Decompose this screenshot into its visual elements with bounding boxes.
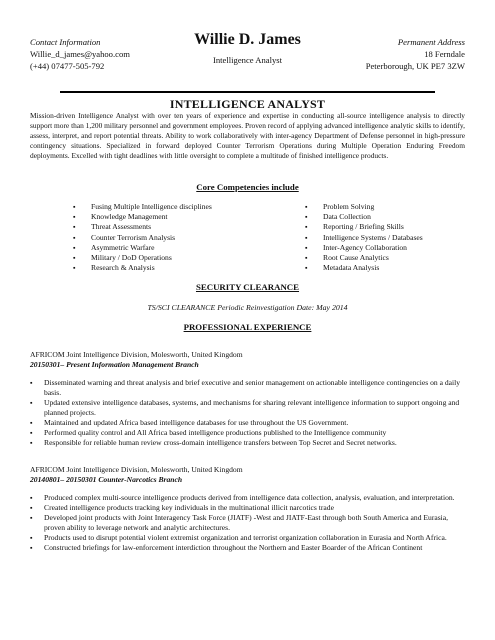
square-bullet-icon: ▪ bbox=[30, 534, 33, 542]
candidate-name: Willie D. James bbox=[194, 31, 301, 48]
list-item bbox=[73, 202, 212, 212]
list-item bbox=[30, 543, 465, 553]
clearance-text: TS/SCI CLEARANCE Periodic Reinvestigation Date: May 2014 bbox=[147, 303, 348, 312]
header-divider bbox=[60, 91, 435, 93]
list-item-text: Performed quality control and All Africa based intelligence productions published to the Intelligence community bbox=[44, 428, 387, 437]
square-bullet-icon: ▪ bbox=[30, 379, 33, 387]
list-item-text: Disseminated warning and threat analysis and brief executive and senior management on actionable intelligence contingencies on a daily basis. bbox=[44, 378, 461, 397]
list-item bbox=[305, 202, 423, 212]
address-block bbox=[366, 36, 465, 72]
list-item-text: Developed joint products with Joint Interagency Task Force (JIATF) -West and JIATF-East through both South America and Eurasia, proven ability to leverage network and analytic architectures. bbox=[44, 513, 449, 532]
job-org: AFRICOM Joint Intelligence Division, Molesworth, United Kingdom bbox=[30, 350, 243, 359]
square-bullet-icon: ▪ bbox=[30, 419, 33, 427]
contact-label: Contact Information bbox=[30, 37, 101, 47]
list-item bbox=[30, 378, 465, 398]
list-item-text: Threat Assessments bbox=[91, 222, 152, 232]
square-bullet-icon: ▪ bbox=[73, 203, 76, 211]
list-item bbox=[305, 212, 423, 222]
square-bullet-icon: ▪ bbox=[73, 254, 76, 263]
list-item-text: Data Collection bbox=[323, 212, 371, 222]
list-item bbox=[305, 233, 423, 243]
list-item bbox=[30, 503, 465, 513]
square-bullet-icon: ▪ bbox=[73, 223, 76, 232]
list-item bbox=[30, 493, 465, 503]
square-bullet-icon: ▪ bbox=[73, 233, 76, 242]
square-bullet-icon: ▪ bbox=[305, 233, 308, 242]
job-position: 20140801– 20150301 Counter-Narcotics Branch bbox=[30, 475, 183, 484]
square-bullet-icon: ▪ bbox=[30, 514, 33, 522]
square-bullet-icon: ▪ bbox=[30, 439, 33, 447]
clearance-heading: SECURITY CLEARANCE bbox=[195, 282, 300, 292]
list-item-text: Products used to disrupt potential violent extremist organization and terrorist organization collaboration in Eurasia and North Africa. bbox=[44, 533, 447, 542]
phone-text: (+44) 07477-505-792 bbox=[30, 61, 105, 71]
list-item-text: Intelligence Systems / Databases bbox=[323, 232, 423, 242]
list-item-text: Problem Solving bbox=[323, 202, 375, 211]
job-org: AFRICOM Joint Intelligence Division, Molesworth, United Kingdom bbox=[30, 465, 243, 474]
square-bullet-icon: ▪ bbox=[30, 504, 33, 512]
list-item-text: Counter Terrorism Analysis bbox=[91, 232, 176, 242]
list-item bbox=[73, 263, 212, 273]
job-position: 20150301– Present Information Management Branch bbox=[30, 360, 199, 369]
job-bullets bbox=[30, 493, 465, 553]
street-text: 18 Ferndale bbox=[424, 49, 465, 59]
summary-paragraph: Mission-driven Intelligence Analyst with over ten years of experience and expertise in conducting all-source intelligence analysis to directly support more than 1,200 military personnel and government employees. Proven record of applying advanced intelligence analytic skills to identify, assess, interpret, and report potential threats. Ability to work collaboratively with inter-agency Department of Defense personnel in high-pressure contingency situations. Specialized in forward deployed Counter Terrorism Operations during Multiple Operation Enduring Freedom deployments. Excelled with tight deadlines with little oversight to complete a multitude of finished intelligence products. bbox=[30, 111, 465, 160]
square-bullet-icon: ▪ bbox=[305, 254, 308, 263]
list-item-text: Knowledge Management bbox=[91, 212, 168, 222]
list-item bbox=[30, 533, 465, 543]
square-bullet-icon: ▪ bbox=[30, 429, 33, 437]
list-item bbox=[305, 222, 423, 232]
address-label: Permanent Address bbox=[397, 37, 465, 47]
list-item-text: Root Cause Analytics bbox=[323, 253, 389, 263]
list-item-text: Inter-Agency Collaboration bbox=[323, 242, 407, 252]
list-item bbox=[73, 212, 212, 222]
city-text: Peterborough, UK PE7 3ZW bbox=[365, 61, 465, 71]
square-bullet-icon: ▪ bbox=[73, 264, 76, 273]
square-bullet-icon: ▪ bbox=[73, 213, 76, 222]
list-item-text: Produced complex multi-source intelligence products derived from intelligence data collection, analysis, evaluation, and interpretation. bbox=[44, 493, 455, 502]
resume-title: INTELLIGENCE ANALYST bbox=[169, 97, 326, 111]
job-bullets bbox=[30, 378, 465, 448]
list-item-text: Military / DoD Operations bbox=[91, 253, 172, 263]
job-entry-2 bbox=[30, 465, 465, 553]
square-bullet-icon: ▪ bbox=[305, 203, 308, 211]
list-item-text: Research & Analysis bbox=[91, 263, 155, 273]
list-item-text: Maintained and updated Africa based intelligence databases for use throughout the US Government. bbox=[44, 418, 349, 427]
list-item bbox=[305, 243, 423, 253]
square-bullet-icon: ▪ bbox=[305, 223, 308, 232]
square-bullet-icon: ▪ bbox=[30, 399, 33, 407]
email-text: Willie_d_james@yahoo.com bbox=[30, 49, 130, 59]
list-item-text: Fusing Multiple Intelligence disciplines bbox=[91, 202, 212, 211]
list-item bbox=[30, 513, 465, 533]
list-item bbox=[73, 253, 212, 263]
square-bullet-icon: ▪ bbox=[305, 243, 308, 252]
list-item-text: Created intelligence products tracking key individuals in the multinational illicit narcotics trade bbox=[44, 503, 334, 512]
square-bullet-icon: ▪ bbox=[30, 544, 33, 552]
list-item-text: Reporting / Briefing Skills bbox=[323, 222, 404, 232]
competencies-left-list bbox=[73, 202, 212, 273]
square-bullet-icon: ▪ bbox=[73, 243, 76, 252]
list-item-text: Metadata Analysis bbox=[323, 263, 380, 273]
competencies-heading: Core Competencies include bbox=[196, 182, 299, 192]
resume-header bbox=[30, 31, 465, 82]
job-entry-1 bbox=[30, 350, 465, 448]
experience-heading: PROFESSIONAL EXPERIENCE bbox=[183, 322, 312, 332]
list-item bbox=[30, 428, 465, 438]
list-item bbox=[30, 438, 465, 448]
list-item-text: Updated extensive intelligence databases, systems, and mechanisms for sharing relevant intelligence information to support ongoing and planned projects. bbox=[44, 398, 460, 417]
list-item bbox=[73, 222, 212, 232]
list-item bbox=[305, 263, 423, 273]
list-item bbox=[305, 253, 423, 263]
list-item bbox=[73, 233, 212, 243]
list-item bbox=[73, 243, 212, 253]
list-item-text: Asymmetric Warfare bbox=[91, 242, 155, 252]
list-item-text: Responsible for reliable human review cross-domain intelligence transfers between Top Secret and Secret networks. bbox=[44, 438, 397, 447]
candidate-role: Intelligence Analyst bbox=[213, 55, 282, 65]
list-item bbox=[30, 418, 465, 428]
competencies-right-list bbox=[305, 202, 423, 273]
list-item bbox=[30, 398, 465, 418]
square-bullet-icon: ▪ bbox=[30, 494, 33, 502]
square-bullet-icon: ▪ bbox=[305, 264, 308, 273]
list-item-text: Constructed briefings for law-enforcement interdiction throughout the Northern and Easter Boarder of the African Continent bbox=[44, 543, 423, 552]
square-bullet-icon: ▪ bbox=[305, 213, 308, 222]
